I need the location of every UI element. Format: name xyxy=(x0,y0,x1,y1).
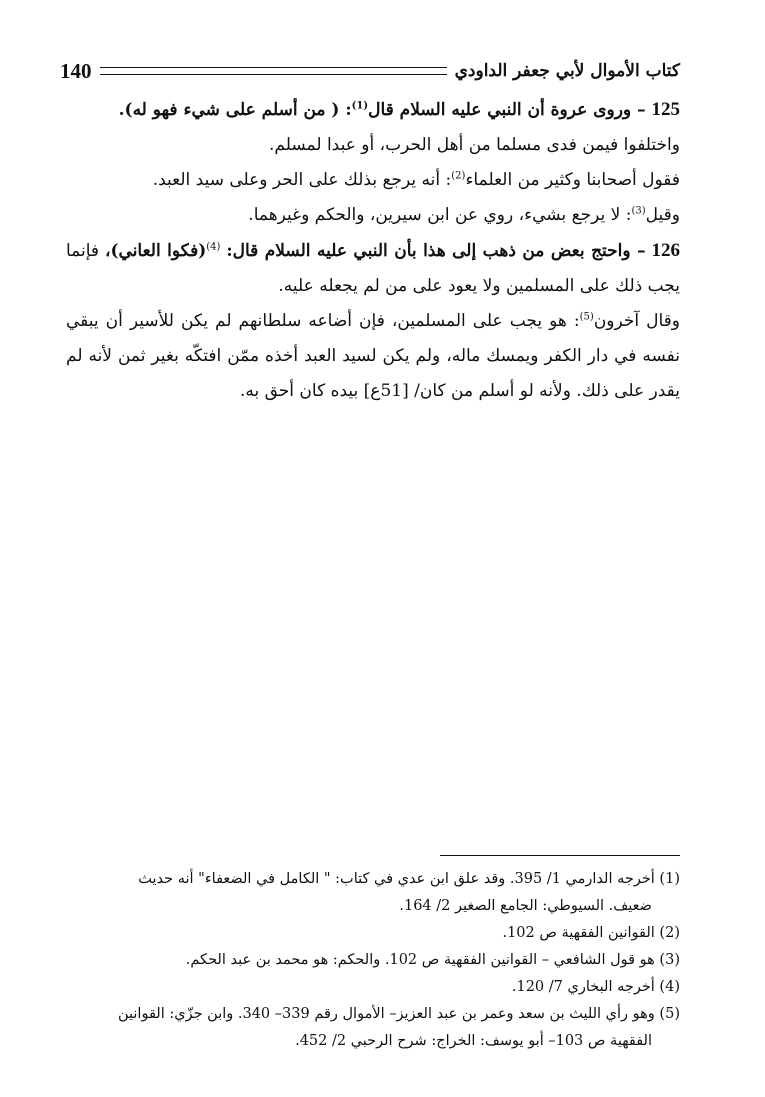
paragraph-number: 125 xyxy=(651,99,680,120)
footnote-separator xyxy=(440,855,680,856)
text-run: فإنما يجب ذلك على المسلمين ولا يعود على من لم يجعله عليه. xyxy=(66,241,680,296)
text-run: وقيل xyxy=(645,205,680,225)
text-run: : لا يرجع بشيء، روي عن ابن سيرين، والحكم وغيرهما. xyxy=(248,205,632,225)
footnote-ref: (4) xyxy=(206,241,221,253)
footnote-text: هو قول الشافعي – القوانين الفقهية ص 102. والحكم: هو محمد بن عبد الحكم. xyxy=(185,952,655,968)
paragraph-125 xyxy=(66,92,680,128)
footnote-label: (3) xyxy=(659,952,680,968)
footnote-label: (4) xyxy=(659,979,680,995)
paragraph-126 xyxy=(66,233,680,304)
footnote-text: أخرجه البخاري 7/ 120. xyxy=(511,979,655,995)
footnote-4 xyxy=(62,974,680,1001)
paragraph-number: 126 xyxy=(651,240,681,261)
page-number: 140 xyxy=(60,58,92,83)
header-double-rule xyxy=(100,67,447,75)
footnote-label: (2) xyxy=(659,925,680,941)
footnote-1 xyxy=(62,866,680,893)
main-text xyxy=(66,92,680,409)
footnote-ref: (2) xyxy=(451,170,466,182)
text-run: – واحتج بعض من ذهب إلى هذا بأن النبي عليه السلام قال: xyxy=(226,241,646,261)
footnote-label: (5) xyxy=(659,1006,680,1022)
footnote-label: (1) xyxy=(659,871,680,887)
running-title: كتاب الأموال لأبي جعفر الداودي xyxy=(454,61,680,81)
text-run: – وروى عروة أن النبي عليه السلام قال xyxy=(368,100,646,120)
text-run: (فكوا العاني)، xyxy=(105,241,207,261)
paragraph-qil xyxy=(66,198,680,233)
paragraph-line: واختلفوا فيمن فدى مسلما من أهل الحرب، أو عبدا لمسلم. xyxy=(269,135,680,155)
paragraph-akharun xyxy=(66,304,680,409)
footnote-1-cont: ضعيف. السيوطي: الجامع الصغير 2/ 164. xyxy=(399,898,652,914)
footnotes xyxy=(62,866,680,1055)
text-run: : ( من أسلم على شيء فهو له). xyxy=(118,100,352,120)
footnote-2 xyxy=(62,920,680,947)
footnote-ref: (5) xyxy=(579,311,594,323)
footnote-ref: (3) xyxy=(631,205,646,217)
footnote-text: وهو رأي الليث بن سعد وعمر بن عبد العزيز– الأموال رقم 339– 340. وابن جزّي: القوانين xyxy=(117,1006,655,1022)
text-run: وقال آخرون xyxy=(593,311,680,331)
page-header xyxy=(60,56,680,86)
text-run: فقول أصحابنا وكثير من العلماء xyxy=(465,170,680,190)
footnote-text: القوانين الفقهية ص 102. xyxy=(502,925,655,941)
footnote-text: أخرجه الدارمي 1/ 395. وقد علق ابن عدي في كتاب: " الكامل في الضعفاء" أنه حديث xyxy=(138,871,655,887)
text-run: : هو يجب على المسلمين، فإن أضاعه سلطانهم لم يكن للأسير أن يبقي نفسه في دار الكفر ويمسك ماله، ولم يكن لسيد العبد أخذه ممّن افتكّه بغير ثمن لأنه لم يقدر على ذلك. ولأنه لو أسلم من كان/ [51ع] بيده كان أحق به. xyxy=(66,311,680,401)
footnote-3 xyxy=(62,947,680,974)
footnote-ref: (1) xyxy=(351,100,369,112)
paragraph-ashab xyxy=(66,163,680,198)
footnote-5-cont: الفقهية ص 103– أبو يوسف: الخراج: شرح الرحبي 2/ 452. xyxy=(295,1033,652,1049)
footnote-5 xyxy=(62,1001,680,1028)
text-run: : أنه يرجع بذلك على الحر وعلى سيد العبد. xyxy=(152,170,452,190)
